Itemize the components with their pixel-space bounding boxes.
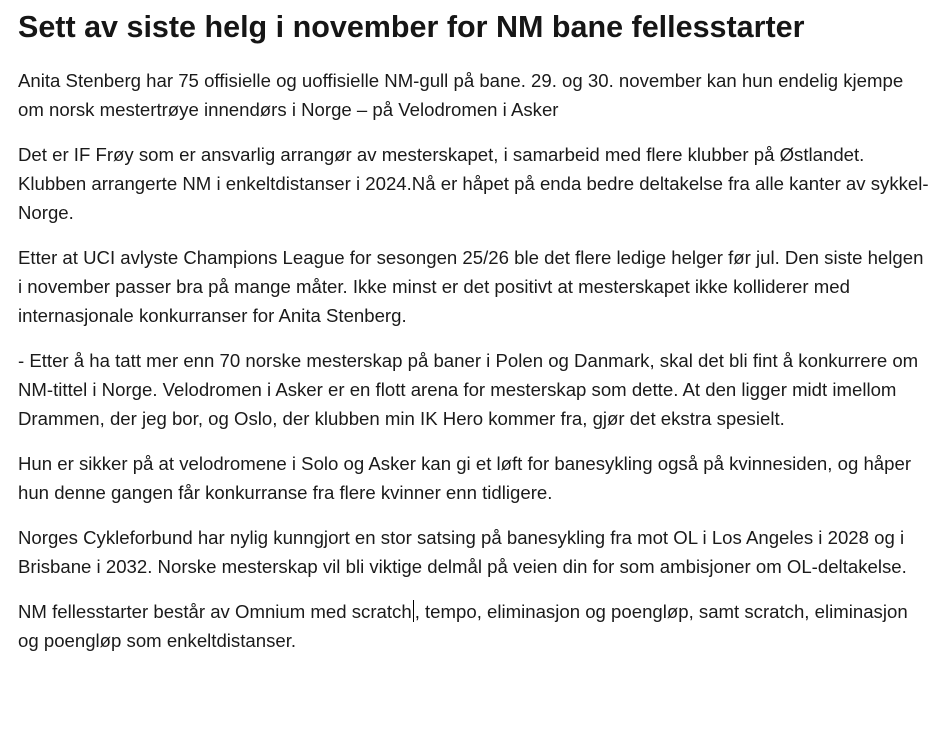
article-headline[interactable]: Sett av siste helg i november for NM bane fellesstarter (18, 10, 805, 44)
paragraph-7-after-caret: , tempo, eliminasjon og poengløp, samt scratch, eliminasjon og poengløp som enkeltdistanser. (18, 601, 908, 651)
paragraph-6[interactable]: Norges Cykleforbund har nylig kunngjort en stor satsing på banesykling fra mot OL i Los Angeles i 2028 og i Brisbane i 2032. Norske mesterskap vil bli viktige delmål på veien din for som ambisjoner om OL-deltakelse. (18, 527, 907, 577)
paragraph-7-before-caret: NM fellesstarter består av Omnium med scratch (18, 601, 412, 622)
text-cursor (413, 600, 414, 622)
paragraph-5[interactable]: Hun er sikker på at velodromene i Solo og Asker kan gi et løft for banesykling også på kvinnesiden, og håper hun denne gangen får konkurranse fra flere kvinner enn tidligere. (18, 453, 912, 503)
paragraph-2[interactable]: Det er IF Frøy som er ansvarlig arrangør av mesterskapet, i samarbeid med flere klubber på Østlandet. Klubben arrangerte NM i enkeltdistanser i 2024.Nå er håpet på enda bedre deltakelse fra alle kanter av sykkel-Norge. (18, 144, 929, 223)
paragraph-1[interactable]: Anita Stenberg har 75 offisielle og uoffisielle NM-gull på bane. 29. og 30. november kan hun endelig kjempe om norsk mestertrøye innendørs i Norge – på Velodromen i Asker (18, 70, 904, 120)
article-editor[interactable] (18, 6, 930, 671)
paragraph-7[interactable] (18, 597, 930, 655)
paragraph-4-quote[interactable]: - Etter å ha tatt mer enn 70 norske mesterskap på baner i Polen og Danmark, skal det bli fint å konkurrere om NM-tittel i Norge. Velodromen i Asker er en flott arena for mesterskap som dette. At den ligger midt imellom Drammen, der jeg bor, og Oslo, der klubben min IK Hero kommer fra, gjør det ekstra spesielt. (18, 350, 919, 429)
paragraph-3[interactable]: Etter at UCI avlyste Champions League for sesongen 25/26 ble det flere ledige helger før jul. Den siste helgen i november passer bra på mange måter. Ikke minst er det positivt at mesterskapet ikke kolliderer med internasjonale konkurranser for Anita Stenberg. (18, 247, 924, 326)
